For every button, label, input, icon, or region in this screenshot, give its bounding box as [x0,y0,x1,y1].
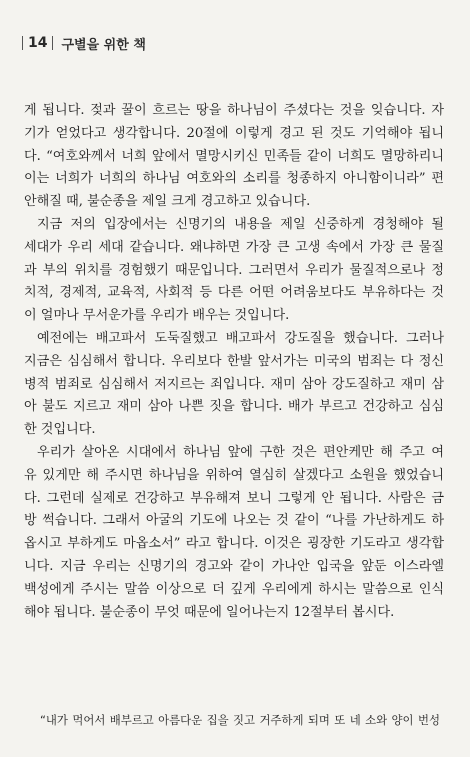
text-line: 유 있게만 해 주시면 하나님을 위하여 열심히 살겠다고 소원을 했었습니 [24,467,444,483]
text-line: 지금은 심심해서 합니다. 우리보다 한발 앞서가는 미국의 범죄는 다 정신 [24,353,444,369]
text-line: 해야 됩니다. 불순종이 무엇 때문에 일어나는지 12절부터 봅시다. [24,604,395,620]
book-title: 구별을 위한 책 [61,37,146,53]
page-header [22,34,146,52]
text-line: 백성에게 주시는 말씀 이상으로 더 깊게 우리에게 하시는 말씀으로 인식 [24,581,444,597]
text-line: 다. “여호와께서 너희 앞에서 멸망시키신 민족들 같이 너희도 멸망하리니 [24,148,444,164]
text-line: 치적, 경제적, 교육적, 사회적 등 다른 어떤 어려움보다도 부유하다는 것 [24,285,444,301]
text-line: 니다. 지금 우리는 신명기의 경고와 같이 가나안 입국을 앞둔 이스라엘 [24,558,444,574]
body-text [24,100,444,624]
text-line: 이는 너희가 너희의 하나님 여호와의 소리를 청종하지 아니함이니라” 편 [24,171,444,187]
text-line: 과 부의 위치를 경험했기 때문입니다. 그러면서 우리가 물질적으로나 정 [24,262,444,278]
text-line: 한 것입니다. [24,422,96,438]
header-divider-left [22,36,23,50]
text-line: 기가 얻었다고 생각합니다. 20절에 이렇게 경고 된 것도 기억해야 됩니 [24,125,444,141]
text-line: 병적 범죄로 심심해서 저지르는 죄입니다. 재미 삼아 강도질하고 재미 삼 [24,376,444,392]
text-line: 방 썩습니다. 그래서 아굴의 기도에 나오는 것 같이 “나를 가난하게도 하 [24,513,444,529]
text-line: 세대가 우리 세대 같습니다. 왜냐하면 가장 큰 고생 속에서 가장 큰 물질 [24,239,444,255]
text-line: 우리가 살아온 시대에서 하나님 앞에 구한 것은 편안케만 해 주고 여 [37,444,444,460]
text-line: 아 불도 지르고 재미 삼아 나쁜 짓을 합니다. 배가 부르고 건강하고 심심 [24,399,444,415]
text-line: 지금 저의 입장에서는 신명기의 내용을 제일 신중하게 경청해야 될 [37,216,444,232]
text-line: 다. 그런데 실제로 건강하고 부유해져 보니 그렇게 안 됩니다. 사람은 금 [24,490,444,506]
text-line: 게 됩니다. 젖과 꿀이 흐르는 땅을 하나님이 주셨다는 것을 잊습니다. 자 [24,103,444,118]
text-line: 이 얼마나 무서운가를 우리가 배우는 것입니다. [24,308,290,324]
header-divider-right [52,36,53,50]
text-line: 안해질 때, 불순종을 제일 크게 경고하고 있습니다. [24,194,311,210]
page-number: 14 [28,35,48,51]
text-line: 옵시고 부하게도 마옵소서” 라고 합니다. 이것은 굉장한 기도라고 생각합 [24,536,444,552]
footnote-quote: “내가 먹어서 배부르고 아름다운 집을 짓고 거주하게 되며 또 네 소와 양이 번성 [40,713,440,727]
text-line: 예전에는 배고파서 도둑질했고 배고파서 강도질을 했습니다. 그러나 [37,330,444,346]
